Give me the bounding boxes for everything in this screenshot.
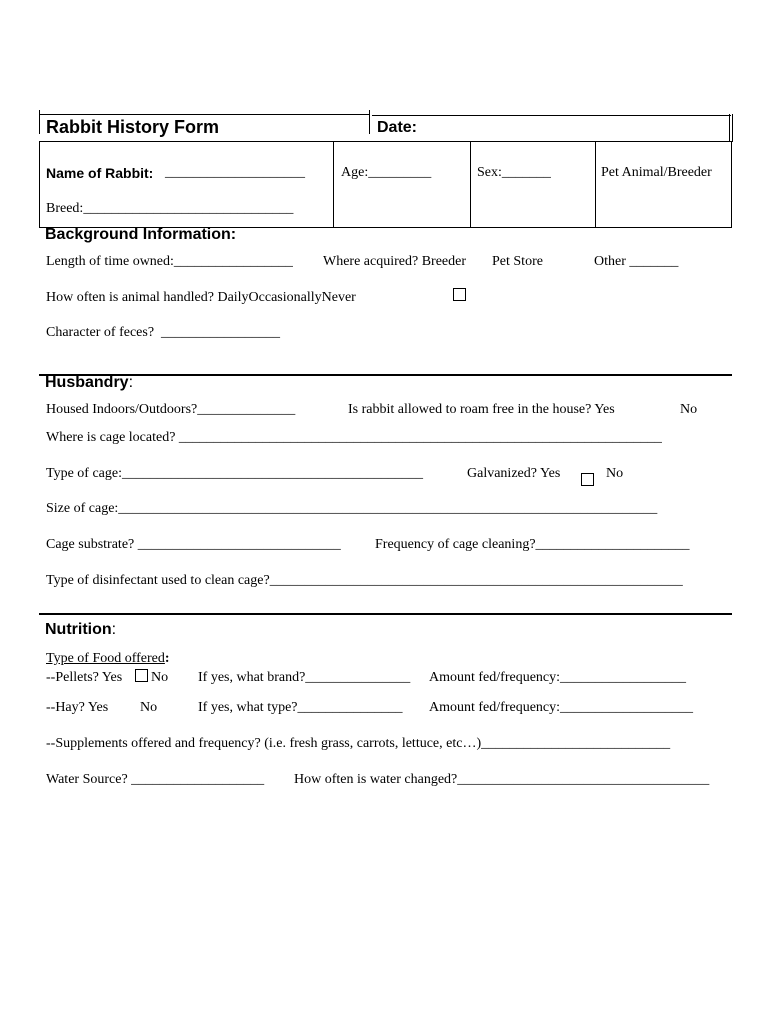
pellets-no[interactable]: No [151, 670, 169, 685]
rabbit-name-label: Name of Rabbit: [46, 165, 154, 181]
cage-substrate-field[interactable]: Cage substrate? _____________________________ [46, 537, 341, 552]
pellets-checkbox[interactable] [135, 669, 148, 682]
galvanized-checkbox[interactable] [581, 473, 594, 486]
galvanized-no[interactable]: No [606, 466, 624, 481]
water-source-field[interactable]: Water Source? ___________________ [46, 772, 265, 787]
cleaning-frequency-field[interactable]: Frequency of cage cleaning?______________________ [375, 537, 690, 552]
disinfectant-field[interactable]: Type of disinfectant used to clean cage?___________________________________________________________ [46, 573, 683, 588]
cage-size-field[interactable]: Size of cage:_____________________________________________________________________________ [46, 501, 658, 516]
hay-type-field[interactable]: If yes, what type?_______________ [198, 700, 403, 715]
husbandry-divider [39, 374, 732, 376]
feces-field[interactable]: Character of feces? _________________ [46, 325, 281, 340]
date-label: Date: [377, 119, 418, 136]
roam-no[interactable]: No [680, 402, 698, 417]
handled-checkbox[interactable] [453, 288, 466, 301]
housed-field[interactable]: Housed Indoors/Outdoors?______________ [46, 402, 296, 417]
cage-type-field[interactable]: Type of cage:___________________________________________ [46, 466, 423, 481]
background-heading: Background Information: [45, 226, 237, 243]
where-acquired-pet-store[interactable]: Pet Store [492, 254, 543, 269]
food-offered-label: Type of Food offered: [46, 651, 170, 666]
hay-no[interactable]: No [140, 700, 158, 715]
where-acquired-breeder[interactable]: Where acquired? Breeder [323, 254, 467, 269]
age-field[interactable]: Age:_________ [341, 165, 432, 180]
form-title: Rabbit History Form [46, 117, 220, 137]
rabbit-name-field[interactable]: ____________________ [165, 165, 305, 180]
hay-yes[interactable]: --Hay? Yes [46, 700, 109, 715]
cage-location-field[interactable]: Where is cage located? _____________________________________________________________________ [46, 430, 662, 445]
pet-breeder-option[interactable]: Pet Animal/Breeder [601, 165, 712, 180]
roam-yes[interactable]: Is rabbit allowed to roam free in the house? Yes [348, 402, 615, 417]
handled-frequency: How often is animal handled? DailyOccasionallyNever [46, 290, 356, 305]
sex-field[interactable]: Sex:_______ [477, 165, 551, 180]
breed-field[interactable]: Breed:______________________________ [46, 201, 294, 216]
nutrition-heading: Nutrition: [45, 621, 117, 638]
supplements-field[interactable]: --Supplements offered and frequency? (i.e. fresh grass, carrots, lettuce, etc…)___________________________ [46, 736, 671, 751]
hay-amount-field[interactable]: Amount fed/frequency:___________________ [429, 700, 694, 715]
length-owned-field[interactable]: Length of time owned:_________________ [46, 254, 293, 269]
pellets-amount-field[interactable]: Amount fed/frequency:__________________ [429, 670, 687, 685]
water-changed-field[interactable]: How often is water changed?____________________________________ [294, 772, 710, 787]
nutrition-divider [39, 613, 732, 615]
galvanized-yes[interactable]: Galvanized? Yes [467, 466, 561, 481]
pellets-brand-field[interactable]: If yes, what brand?_______________ [198, 670, 411, 685]
pellets-yes[interactable]: --Pellets? Yes [46, 670, 123, 685]
where-acquired-other[interactable]: Other _______ [594, 254, 679, 269]
husbandry-heading: Husbandry: [45, 374, 134, 391]
